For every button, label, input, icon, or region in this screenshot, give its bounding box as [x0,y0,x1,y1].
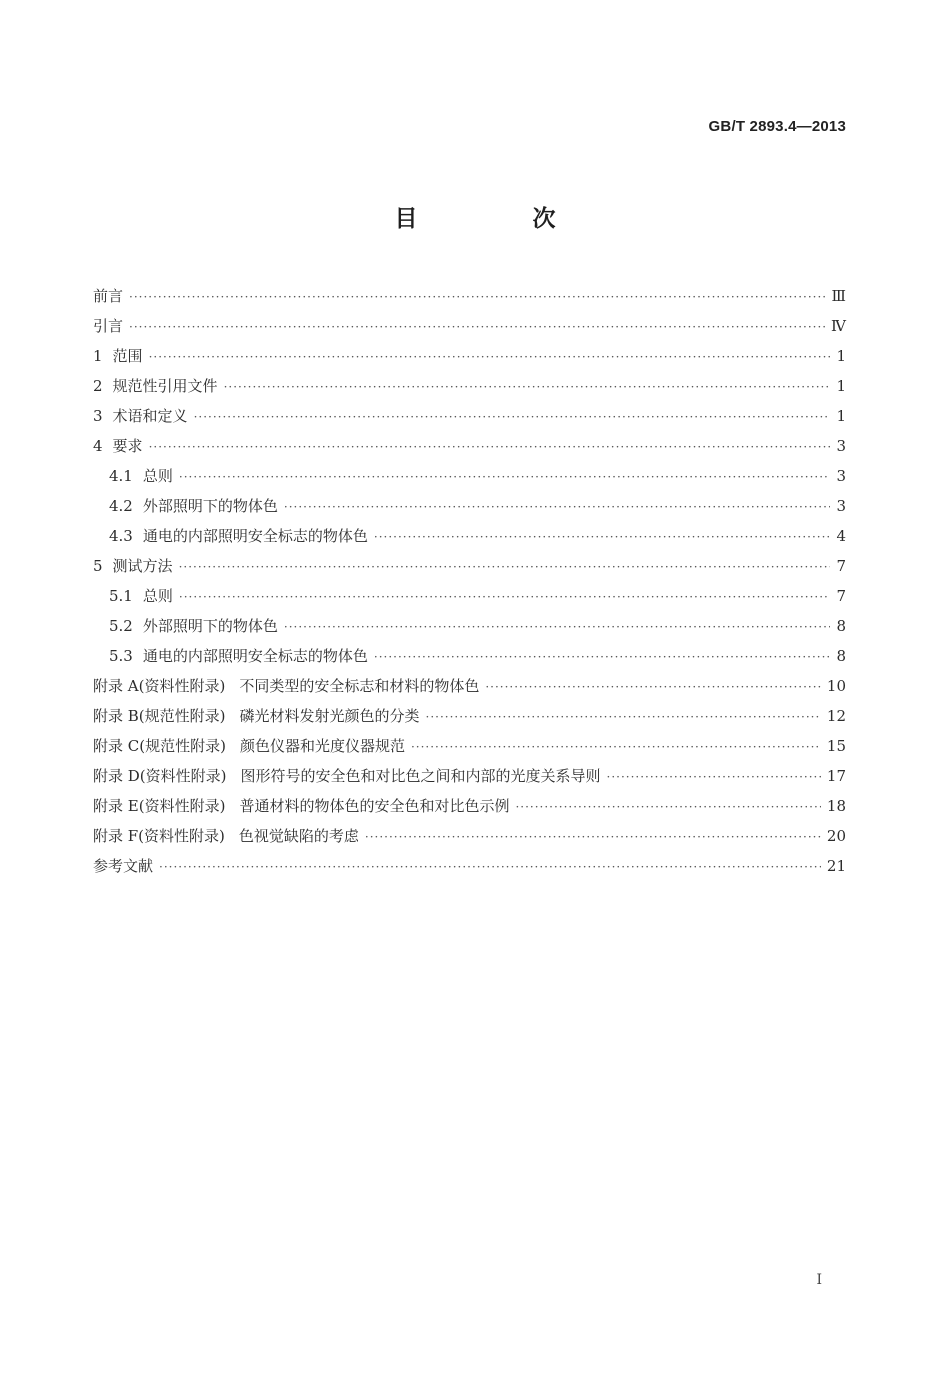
toc-entry-label [93,671,479,701]
toc-entry[interactable] [93,581,846,611]
toc-entry-title: 色视觉缺陷的考虑 [238,827,359,845]
toc-dot-leader [129,312,825,342]
toc-section-number: 4.3 [109,527,133,545]
toc-appendix-designation: 附录 B(规范性附录) [93,707,226,725]
toc-page-number: 10 [826,677,846,695]
toc-section-number: 4.2 [109,497,133,515]
toc-entry[interactable] [93,791,846,821]
toc-entry[interactable] [93,371,846,401]
toc-page-number: 1 [836,407,846,425]
toc-page-number: 1 [836,347,846,365]
toc-entry-title: 总则 [142,587,173,605]
toc-dot-leader [374,642,830,672]
toc-page-number: 17 [826,767,846,785]
toc-section-number: 4 [93,437,103,455]
toc-entry[interactable] [93,821,846,851]
toc-dot-leader [365,822,821,852]
toc-page-number: 8 [836,617,846,635]
toc-section-number: 5.3 [109,647,133,665]
toc-section-number: 1 [93,347,103,365]
toc-entry-label [93,431,143,461]
toc-section-number: 2 [93,377,103,395]
toc-entry-label [109,641,368,671]
toc-dot-leader [179,462,830,492]
toc-entry[interactable] [93,761,846,791]
toc-dot-leader [149,342,830,372]
table-of-contents [93,281,846,881]
toc-dot-leader [426,702,821,732]
toc-page-number: Ⅲ [831,287,846,305]
toc-section-number: 5.2 [109,617,133,635]
toc-entry[interactable] [93,521,846,551]
toc-entry-title: 前言 [93,287,124,305]
page-number: I [816,1272,822,1288]
toc-section-number: 3 [93,407,103,425]
toc-dot-leader [179,552,830,582]
toc-section-number: 5 [93,557,103,575]
toc-page-number: Ⅳ [831,317,846,335]
toc-entry-label [109,611,278,641]
toc-entry-title: 颜色仪器和光度仪器规范 [239,737,405,755]
toc-page-number: 12 [826,707,846,725]
toc-entry[interactable] [93,491,846,521]
toc-page-number: 4 [836,527,846,545]
toc-entry-title: 引言 [93,317,124,335]
toc-dot-leader [159,852,821,882]
toc-page-number: 3 [836,497,846,515]
toc-entry[interactable] [93,641,846,671]
toc-entry-label [93,851,153,881]
toc-entry-label [109,581,173,611]
toc-dot-leader [194,402,830,432]
toc-entry-title: 通电的内部照明安全标志的物体色 [142,647,368,665]
toc-entry-title: 外部照明下的物体色 [142,617,278,635]
toc-dot-leader [179,582,830,612]
toc-entry-label [93,371,218,401]
standard-number: GB/T 2893.4—2013 [708,118,846,135]
toc-entry[interactable] [93,851,846,881]
toc-title: 目 次 [394,206,602,232]
toc-appendix-designation: 附录 E(资料性附录) [93,797,226,815]
toc-dot-leader [284,492,830,522]
toc-entry-title: 总则 [142,467,173,485]
toc-entry-title: 范围 [112,347,143,365]
toc-page-number: 3 [836,437,846,455]
toc-entry-label [93,791,509,821]
toc-entry-title: 外部照明下的物体色 [142,497,278,515]
toc-entry[interactable] [93,431,846,461]
toc-entry-title: 测试方法 [112,557,173,575]
toc-appendix-designation: 附录 C(规范性附录) [93,737,226,755]
toc-entry-label [93,551,173,581]
toc-page-number: 7 [836,587,846,605]
toc-entry-label [93,731,405,761]
toc-entry[interactable] [93,281,846,311]
toc-dot-leader [411,732,821,762]
toc-entry[interactable] [93,551,846,581]
toc-page-number: 8 [836,647,846,665]
toc-page-number: 7 [836,557,846,575]
toc-entry-title: 不同类型的安全标志和材料的物体色 [239,677,480,695]
toc-entry-label [109,491,278,521]
toc-page-number: 21 [826,857,846,875]
toc-dot-leader [485,672,821,702]
toc-entry[interactable] [93,401,846,431]
toc-entry-label [109,461,173,491]
toc-entry-title: 通电的内部照明安全标志的物体色 [142,527,368,545]
toc-entry-title: 参考文献 [93,857,154,875]
toc-entry-label [93,311,123,341]
toc-page-number: 1 [836,377,846,395]
toc-entry-title: 要求 [112,437,143,455]
toc-entry[interactable] [93,611,846,641]
toc-entry-label [93,401,188,431]
toc-page-number: 18 [826,797,846,815]
toc-entry[interactable] [93,701,846,731]
toc-page-number: 20 [826,827,846,845]
toc-page-number: 3 [836,467,846,485]
toc-dot-leader [284,612,830,642]
toc-dot-leader [224,372,830,402]
toc-entry-title: 图形符号的安全色和对比色之间和内部的光度关系导则 [240,767,601,785]
toc-entry[interactable] [93,671,846,701]
toc-entry[interactable] [93,341,846,371]
toc-entry-label [109,521,368,551]
toc-dot-leader [129,282,826,312]
toc-page-number: 15 [826,737,846,755]
toc-entry-label [93,281,123,311]
toc-appendix-designation: 附录 F(资料性附录) [93,827,225,845]
toc-appendix-designation: 附录 D(资料性附录) [93,767,227,785]
toc-entry-label [93,701,420,731]
toc-appendix-designation: 附录 A(资料性附录) [93,677,226,695]
toc-section-number: 5.1 [109,587,133,605]
toc-dot-leader [607,762,821,792]
toc-entry-label [93,341,143,371]
toc-entry-title: 术语和定义 [112,407,188,425]
toc-section-number: 4.1 [109,467,133,485]
toc-dot-leader [515,792,820,822]
toc-dot-leader [149,432,830,462]
toc-entry-label [93,761,601,791]
toc-dot-leader [374,522,830,552]
toc-entry[interactable] [93,731,846,761]
toc-entry-title: 普通材料的物体色的安全色和对比色示例 [239,797,510,815]
toc-entry-title: 规范性引用文件 [112,377,218,395]
toc-entry[interactable] [93,461,846,491]
toc-entry-label [93,821,359,851]
toc-entry[interactable] [93,311,846,341]
toc-entry-title: 磷光材料发射光颜色的分类 [239,707,420,725]
